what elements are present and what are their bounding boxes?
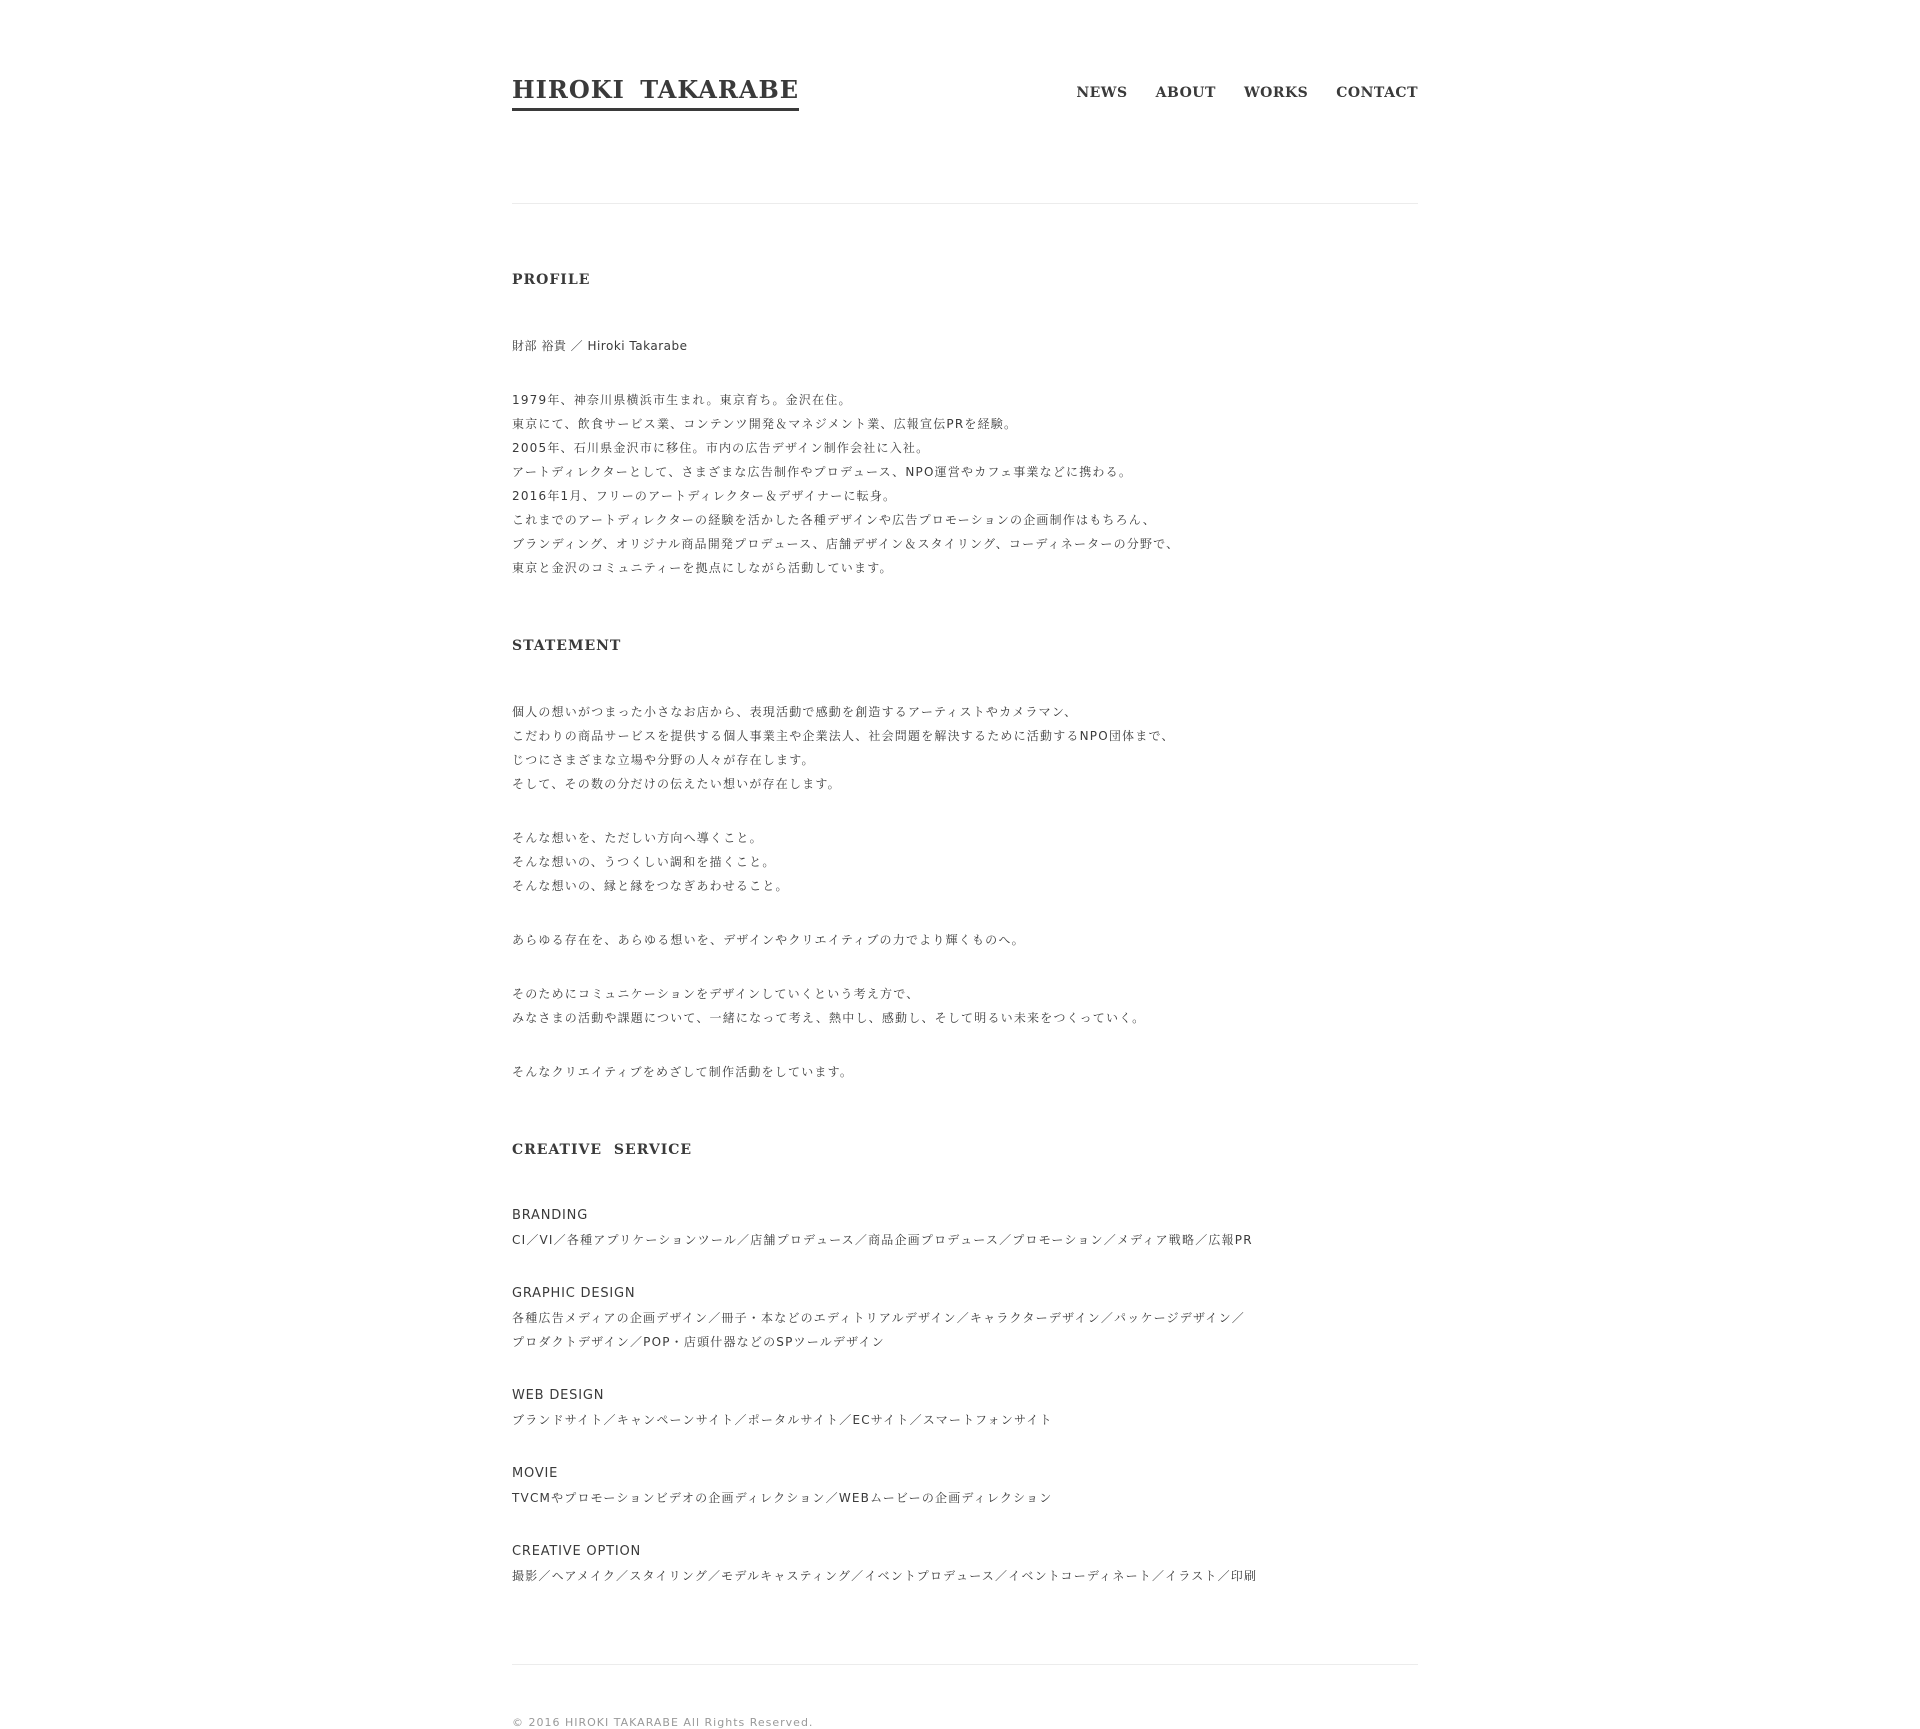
profile-bio — [512, 388, 1418, 580]
statement-line: こだわりの商品サービスを提供する個人事業主や企業法人、社会問題を解決するために活動するNPO団体まで、 — [512, 729, 1175, 743]
service-title: CREATIVE OPTION — [512, 1544, 642, 1559]
profile-bio-line: 東京にて、飲食サービス業、コンテンツ開発＆マネジメント業、広報宣伝PRを経験。 — [512, 417, 1018, 431]
site-header — [512, 75, 1418, 125]
statement-section — [512, 636, 1418, 1084]
service-line: プロダクトデザイン／POP・店頭什器などのSPツールデザイン — [512, 1335, 885, 1349]
profile-bio-line: 2005年、石川県金沢市に移住。市内の広告デザイン制作会社に入社。 — [512, 441, 930, 455]
profile-bio-line: ブランディング、オリジナル商品開発プロデュース、店舗デザイン＆スタイリング、コーディネーターの分野で、 — [512, 537, 1180, 551]
statement-paragraph — [512, 1060, 1418, 1084]
service-title: GRAPHIC DESIGN — [512, 1286, 636, 1301]
profile-bio-line: これまでのアートディレクターの経験を活かした各種デザインや広告プロモーションの企画制作はもちろん、 — [512, 513, 1156, 527]
nav-news[interactable]: NEWS — [1076, 85, 1128, 101]
statement-line: そんなクリエイティブをめざして制作活動をしています。 — [512, 1065, 854, 1079]
profile-name: 財部 裕貴 ／ Hiroki Takarabe — [512, 339, 688, 353]
statement-line: みなさまの活動や課題について、一緒になって考え、熱中し、感動し、そして明るい未来をつくっていく。 — [512, 1011, 1146, 1025]
statement-paragraph — [512, 928, 1418, 952]
service-item-creative-option — [512, 1540, 1418, 1588]
profile-section — [512, 270, 1418, 580]
service-title: WEB DESIGN — [512, 1388, 605, 1403]
profile-bio-line: 2016年1月、フリーのアートディレクター＆デザイナーに転身。 — [512, 489, 897, 503]
profile-bio-line: 東京と金沢のコミュニティーを拠点にしながら活動しています。 — [512, 561, 893, 575]
statement-line: じつにさまざまな立場や分野の人々が存在します。 — [512, 753, 815, 767]
service-item-graphic-design — [512, 1282, 1418, 1354]
service-line: ブランドサイト／キャンペーンサイト／ポータルサイト／ECサイト／スマートフォンサイト — [512, 1413, 1053, 1427]
creative-service-heading: CREATIVE SERVICE — [512, 1142, 693, 1158]
statement-paragraph — [512, 826, 1418, 898]
site-logo[interactable]: HIROKI TAKARABE — [512, 75, 799, 111]
service-item-movie — [512, 1462, 1418, 1510]
statement-line: そんな想いの、縁と縁をつなぎあわせること。 — [512, 879, 789, 893]
service-title: BRANDING — [512, 1208, 589, 1223]
main-nav — [1076, 85, 1418, 101]
nav-about[interactable]: ABOUT — [1155, 85, 1216, 101]
service-description — [512, 1564, 1418, 1588]
statement-line: そんな想いを、ただしい方向へ導くこと。 — [512, 831, 763, 845]
nav-works[interactable]: WORKS — [1243, 85, 1309, 101]
statement-line: そのためにコミュニケーションをデザインしていくという考え方で、 — [512, 987, 920, 1001]
footer-divider — [512, 1664, 1418, 1665]
service-description — [512, 1486, 1418, 1510]
service-line: 各種広告メディアの企画デザイン／冊子・本などのエディトリアルデザイン／キャラクターデザイン／パッケージデザイン／ — [512, 1311, 1245, 1325]
profile-bio-line: 1979年、神奈川県横浜市生まれ。東京育ち。金沢在住。 — [512, 393, 852, 407]
service-line: TVCMやプロモーションビデオの企画ディレクション／WEBムービーの企画ディレクション — [512, 1491, 1053, 1505]
statement-line: あらゆる存在を、あらゆる想いを、デザインやクリエイティブの力でより輝くものへ。 — [512, 933, 1025, 947]
service-description — [512, 1408, 1418, 1432]
service-item-web-design — [512, 1384, 1418, 1432]
statement-line: 個人の想いがつまった小さなお店から、表現活動で感動を創造するアーティストやカメラマン、 — [512, 705, 1078, 719]
nav-contact[interactable]: CONTACT — [1336, 85, 1418, 101]
service-title: MOVIE — [512, 1466, 559, 1481]
statement-paragraph — [512, 700, 1418, 796]
statement-heading: STATEMENT — [512, 638, 622, 654]
service-line: CI／VI／各種アプリケーションツール／店舗プロデュース／商品企画プロデュース／プロモーション／メディア戦略／広報PR — [512, 1233, 1253, 1247]
footer-copyright: © 2016 HIROKI TAKARABE All Rights Reserved. — [512, 1716, 814, 1729]
statement-paragraph — [512, 982, 1418, 1030]
creative-service-section — [512, 1140, 1418, 1588]
service-description — [512, 1228, 1418, 1252]
service-item-branding — [512, 1204, 1418, 1252]
main-content — [512, 270, 1418, 1588]
profile-bio-line: アートディレクターとして、さまざまな広告制作やプロデュース、NPO運営やカフェ事業などに携わる。 — [512, 465, 1133, 479]
profile-heading: PROFILE — [512, 272, 591, 288]
service-description — [512, 1306, 1418, 1354]
header-divider — [512, 203, 1418, 204]
statement-line: そんな想いの、うつくしい調和を描くこと。 — [512, 855, 776, 869]
service-line: 撮影／ヘアメイク／スタイリング／モデルキャスティング／イベントプロデュース／イベントコーディネート／イラスト／印刷 — [512, 1569, 1258, 1583]
statement-line: そして、その数の分だけの伝えたい想いが存在します。 — [512, 777, 841, 791]
